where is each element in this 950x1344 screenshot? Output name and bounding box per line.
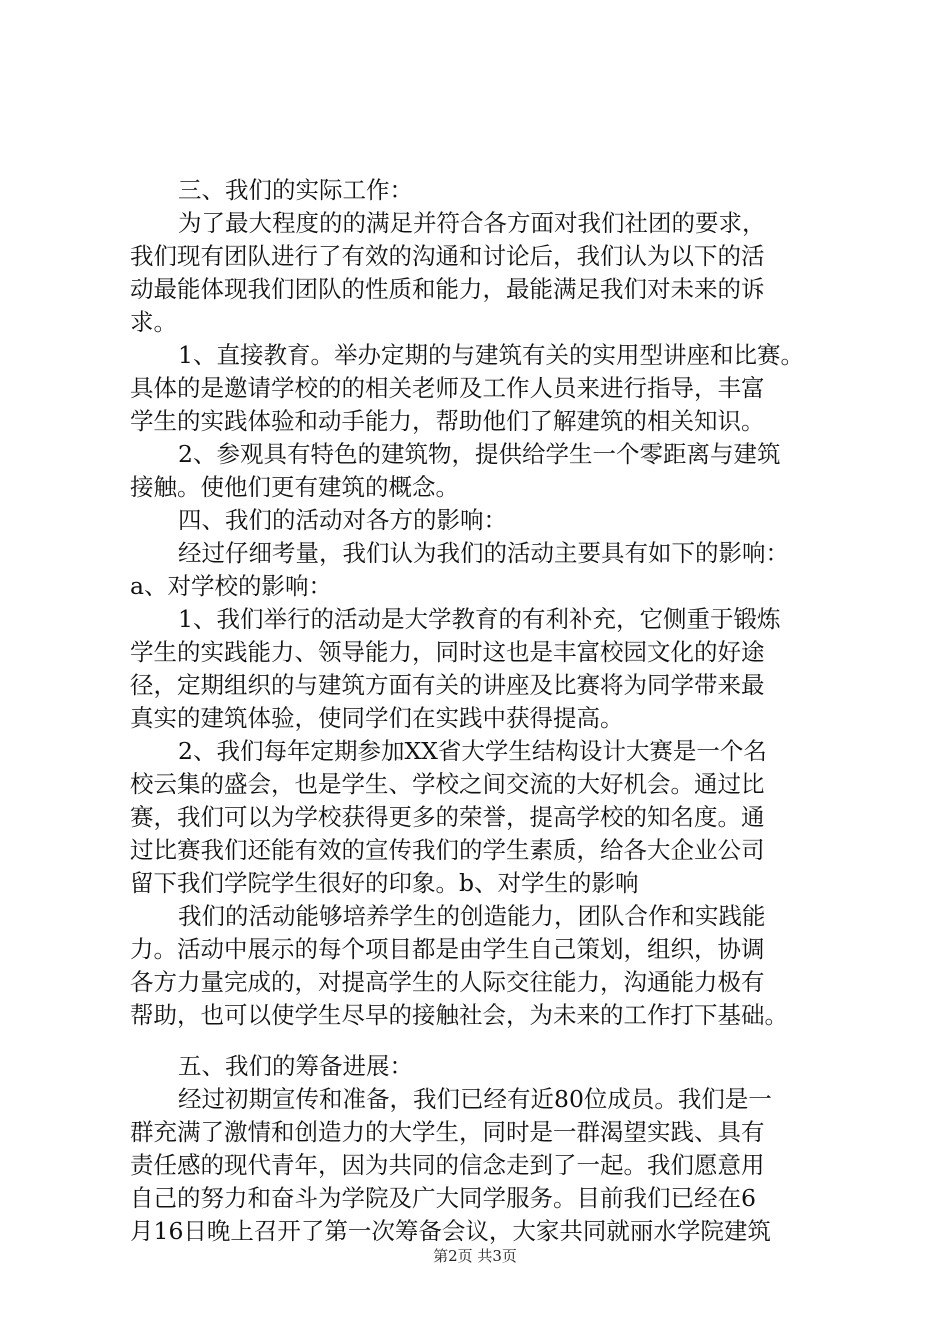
section-heading-4: 四、我们的活动对各方的影响：	[178, 506, 507, 534]
text-line: 学生的实践体验和动手能力，帮助他们了解建筑的相关知识。	[130, 407, 765, 435]
text-line: 我们现有团队进行了有效的沟通和讨论后，我们认为以下的活	[130, 242, 765, 270]
text-line: 留下我们学院学生很好的印象。b、对学生的影响	[130, 869, 639, 897]
text-line: 学生的实践能力、领导能力，同时这也是丰富校园文化的好途	[130, 638, 765, 666]
subheading-a: a、对学校的影响：	[130, 572, 333, 600]
text-line: 赛，我们可以为学校获得更多的荣誉，提高学校的知名度。通	[130, 803, 765, 831]
text-line: 动最能体现我们团队的性质和能力，最能满足我们对未来的诉	[130, 275, 765, 303]
text-line: 2、我们每年定期参加XX省大学生结构设计大赛是一个名	[178, 737, 767, 765]
text-line: 帮助，也可以使学生尽早的接触社会，为未来的工作打下基础。	[130, 1001, 788, 1029]
text-line: 过比赛我们还能有效的宣传我们的学生素质，给各大企业公司	[130, 836, 765, 864]
text-line: 力。活动中展示的每个项目都是由学生自己策划，组织，协调	[130, 935, 765, 963]
text-line: 我们的活动能够培养学生的创造能力，团队合作和实践能	[178, 902, 766, 930]
text-line: 月16日晚上召开了第一次筹备会议，大家共同就丽水学院建筑	[130, 1217, 771, 1245]
text-line: 1、我们举行的活动是大学教育的有利补充，它侧重于锻炼	[178, 605, 781, 633]
text-line: 经过初期宣传和准备，我们已经有近80位成员。我们是一	[178, 1085, 772, 1113]
text-line: 为了最大程度的的满足并符合各方面对我们社团的要求，	[178, 209, 766, 237]
section-heading-3: 三、我们的实际工作：	[178, 176, 413, 204]
text-line: 群充满了激情和创造力的大学生，同时是一群渴望实践、具有	[130, 1118, 765, 1146]
text-line: 自己的努力和奋斗为学院及广大同学服务。目前我们已经在6	[130, 1184, 756, 1212]
text-line: 1、直接教育。举办定期的与建筑有关的实用型讲座和比赛。	[178, 341, 804, 369]
text-line: 径，定期组织的与建筑方面有关的讲座及比赛将为同学带来最	[130, 671, 765, 699]
section-heading-5: 五、我们的筹备进展：	[178, 1052, 413, 1080]
text-line: 接触。使他们更有建筑的概念。	[130, 473, 459, 501]
text-line: 具体的是邀请学校的的相关老师及工作人员来进行指导，丰富	[130, 374, 765, 402]
text-line: 责任感的现代青年，因为共同的信念走到了一起。我们愿意用	[130, 1151, 765, 1179]
text-line: 2、参观具有特色的建筑物，提供给学生一个零距离与建筑	[178, 440, 781, 468]
page-number-footer: 第2页 共3页	[433, 1247, 517, 1265]
text-line: 求。	[130, 308, 177, 336]
text-line: 各方力量完成的，对提高学生的人际交往能力，沟通能力极有	[130, 968, 765, 996]
text-line: 真实的建筑体验，使同学们在实践中获得提高。	[130, 704, 624, 732]
text-line: 经过仔细考量，我们认为我们的活动主要具有如下的影响：	[178, 539, 789, 567]
text-line: 校云集的盛会，也是学生、学校之间交流的大好机会。通过比	[130, 770, 765, 798]
